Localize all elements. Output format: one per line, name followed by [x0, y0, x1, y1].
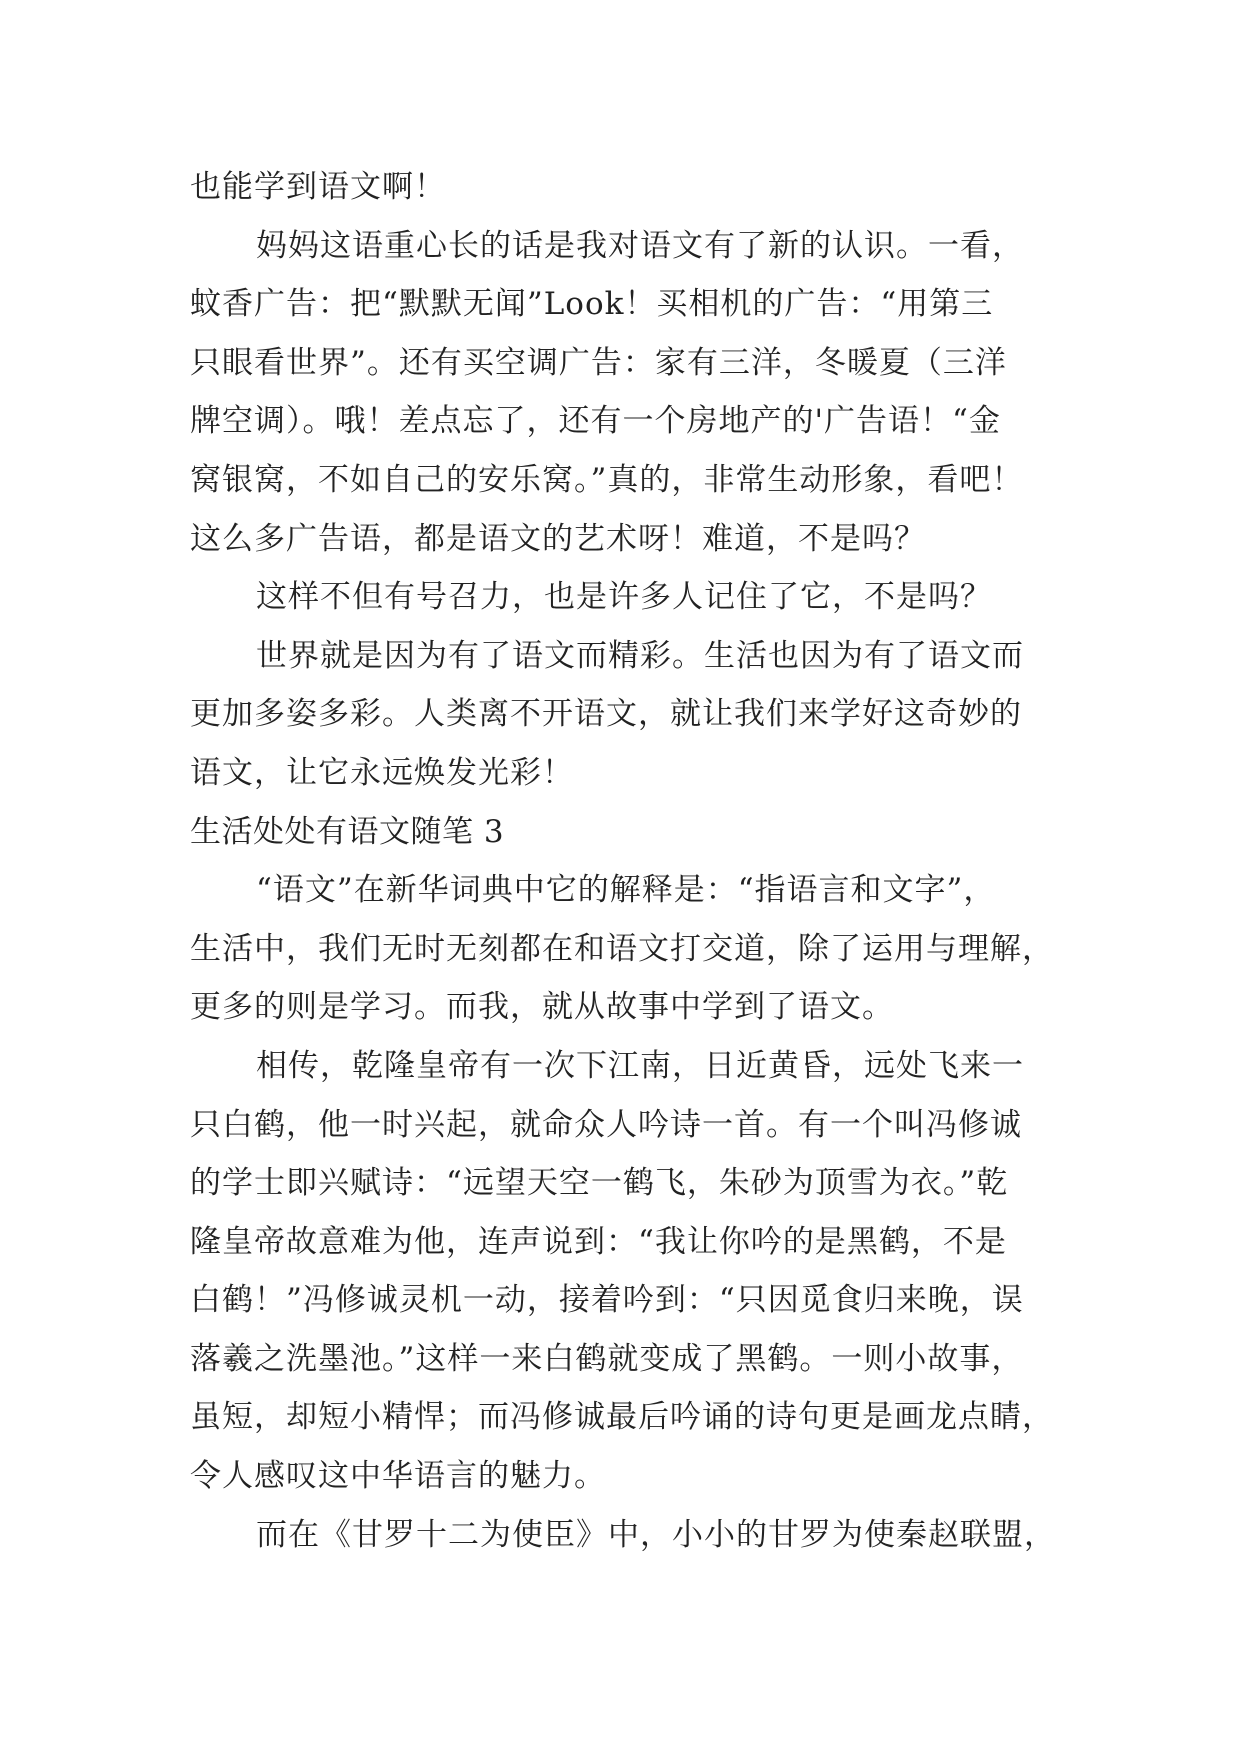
paragraph-start: 世界就是因为有了语文而精彩。生活也因为有了语文而: [256, 637, 1024, 674]
text-line: 这么多广告语，都是语文的艺术呀！难道，不是吗？: [190, 520, 926, 557]
paragraph-start: “语文”在新华词典中它的解释是：“指语言和文字”，: [256, 872, 996, 909]
text-line: 令人感叹这中华语言的魅力。: [190, 1458, 606, 1495]
text-line: 隆皇帝故意难为他，连声说到：“我让你吟的是黑鹤，不是: [190, 1223, 1007, 1260]
text-line: 也能学到语文啊！: [190, 169, 446, 205]
text-line: 生活中，我们无时无刻都在和语文打交道，除了运用与理解，: [190, 930, 1054, 967]
paragraph-start: 这样不但有号召力，也是许多人记住了它，不是吗？: [256, 579, 992, 616]
text-line: 落羲之洗墨池。”这样一来白鹤就变成了黑鹤。一则小故事，: [190, 1340, 1024, 1377]
text-line: 白鹤！”冯修诚灵机一动，接着吟到：“只因觅食归来晚，误: [190, 1282, 1024, 1319]
document-body: [190, 158, 1070, 1564]
text-line: 语文，让它永远焕发光彩！: [190, 754, 574, 791]
section-heading: 生活处处有语文随笔 3: [190, 813, 505, 850]
text-line: 虽短，却短小精悍；而冯修诚最后吟诵的诗句更是画龙点睛，: [190, 1399, 1054, 1436]
paragraph-start: 妈妈这语重心长的话是我对语文有了新的认识。一看，: [256, 227, 1024, 264]
text-line: 的学士即兴赋诗：“远望天空一鹤飞，朱砂为顶雪为衣。”乾: [190, 1165, 1009, 1202]
text-line: 窝银窝，不如自己的安乐窝。”真的，非常生动形象，看吧！: [190, 461, 1024, 498]
text-line: 更多的则是学习。而我，就从故事中学到了语文。: [190, 989, 894, 1026]
paragraph-start: 而在《甘罗十二为使臣》中，小小的甘罗为使秦赵联盟，: [256, 1516, 1056, 1553]
text-line: 牌空调）。哦！差点忘了，还有一个房地产的'广告语！“金: [190, 403, 1001, 440]
text-line: 只白鹤，他一时兴起，就命众人吟诗一首。有一个叫冯修诚: [190, 1106, 1022, 1143]
text-line: 蚊香广告：把“默默无闻”Look！买相机的广告：“用第三: [190, 286, 994, 323]
paragraph-start: 相传，乾隆皇帝有一次下江南，日近黄昏，远处飞来一: [256, 1047, 1024, 1084]
text-line: 只眼看世界”。还有买空调广告：家有三洋，冬暖夏（三洋: [190, 344, 1007, 381]
text-line: 更加多姿多彩。人类离不开语文，就让我们来学好这奇妙的: [190, 696, 1022, 733]
